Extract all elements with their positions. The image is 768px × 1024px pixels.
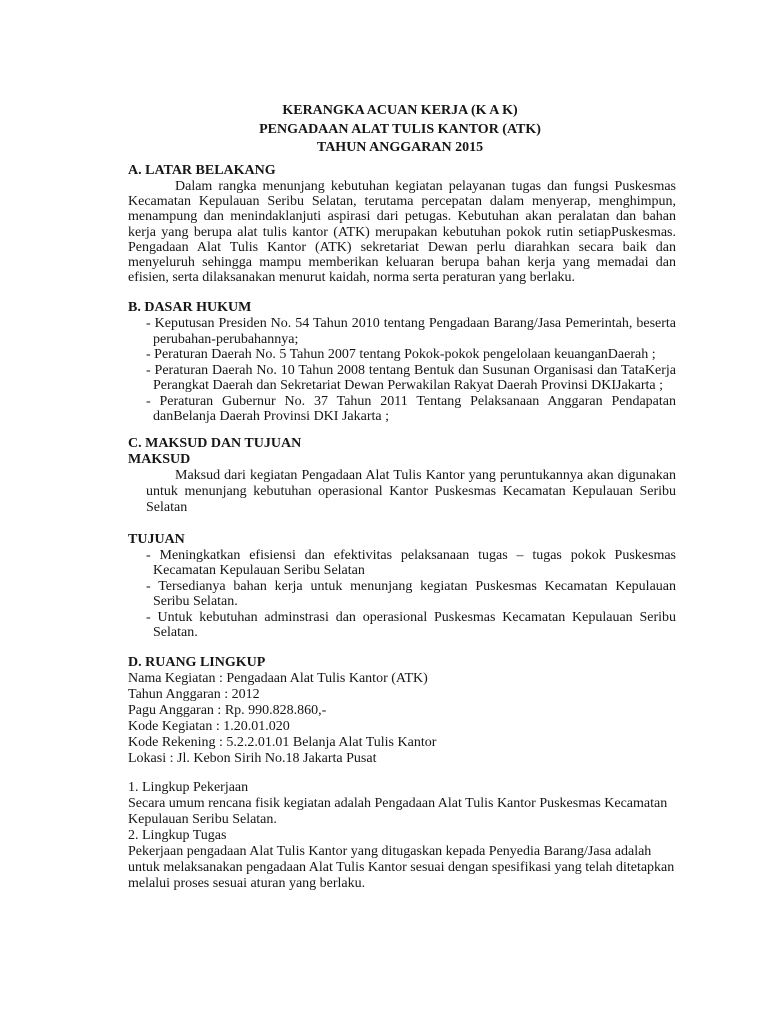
document-body	[128, 163, 676, 892]
list-item: - Peraturan Gubernur No. 37 Tahun 2011 Tentang Pelaksanaan Anggaran Pendapatan danBelanja Daerah Provinsi DKI Jakarta ;	[146, 393, 676, 425]
list-item: - Untuk kebutuhan adminstrasi dan operasional Puskesmas Kecamatan Kepulauan Seribu Selatan.	[146, 609, 676, 641]
title-line-3: TAHUN ANGGARAN 2015	[316, 140, 484, 155]
detail-line: Lokasi : Jl. Kebon Sirih No.18 Jakarta Pusat	[128, 750, 377, 766]
detail-line: Kode Rekening : 5.2.2.01.01 Belanja Alat Tulis Kantor	[128, 734, 437, 750]
lingkup-tugas-heading: 2. Lingkup Tugas	[128, 827, 227, 843]
list-item: - Meningkatkan efisiensi dan efektivitas pelaksanaan tugas – tugas pokok Puskesmas Kecamatan Kepulauan Seribu Selatan	[146, 547, 676, 579]
section-b-list	[128, 316, 676, 425]
maksud-heading: MAKSUD	[128, 451, 191, 467]
lingkup-pekerjaan-text: Secara umum rencana fisik kegiatan adalah Pengadaan Alat Tulis Kantor Puskesmas Kecamatan Kepulauan Seribu Selatan.	[128, 795, 668, 827]
title-line-2: PENGADAAN ALAT TULIS KANTOR (ATK)	[259, 121, 541, 137]
tujuan-list	[128, 548, 676, 641]
list-item: - Peraturan Daerah No. 5 Tahun 2007 tentang Pokok-pokok pengelolaan keuanganDaerah ;	[146, 347, 656, 363]
section-d-heading: D. RUANG LINGKUP	[128, 654, 266, 670]
section-b-heading: B. DASAR HUKUM	[128, 300, 252, 316]
list-item: - Peraturan Daerah No. 10 Tahun 2008 tentang Bentuk dan Susunan Organisasi dan TataKerja Perangkat Daerah dan Sekretariat Dewan Perwakilan Rakyat Daerah Provinsi DKIJakarta ;	[146, 362, 676, 394]
maksud-text: Maksud dari kegiatan Pengadaan Alat Tulis Kantor yang peruntukannya akan digunakan untuk menunjang kebutuhan operasional Kantor Puskesmas Kecamatan Kepulauan Seribu Selatan	[146, 467, 676, 515]
list-item: - Tersedianya bahan kerja untuk menunjang kegiatan Puskesmas Kecamatan Kepulauan Seribu Selatan.	[146, 578, 676, 610]
lingkup-pekerjaan-heading: 1. Lingkup Pekerjaan	[128, 779, 249, 795]
section-a-paragraph: Dalam rangka menunjang kebutuhan kegiatan pelayanan tugas dan fungsi Puskesmas Kecamatan Kepulauan Seribu Selatan, terutama percepatan dalam menyerap, menghimpun, menampung dan menindaklanjuti aspirasi dari petugas. Kebutuhan akan peralatan dan bahan kerja yang berupa alat tulis kantor (ATK) merupakan kebutuhan pokok rutin setiapPuskesmas. Pengadaan Alat Tulis Kantor (ATK) sekretariat Dewan perlu diarahkan secara baik dan menyeluruh sehingga mampu memberikan keluaran berupa bahan kerja yang memadai dan efisien, serta dilaksanakan menurut kaidah, norma serta peraturan yang berlaku.	[128, 179, 676, 286]
title-line-1: KERANGKA ACUAN KERJA (K A K)	[282, 103, 518, 118]
lingkup-tugas-text: Pekerjaan pengadaan Alat Tulis Kantor yang ditugaskan kepada Penyedia Barang/Jasa adalah untuk melaksanakan pengadaan Alat Tulis Kantor sesuai dengan spesifikasi yang telah ditetapkan melalui proses sesuai aturan yang berlaku.	[128, 843, 675, 891]
list-item: - Keputusan Presiden No. 54 Tahun 2010 tentang Pengadaan Barang/Jasa Pemerintah, beserta perubahan-perubahannya;	[146, 316, 676, 347]
document-title	[0, 102, 768, 158]
section-c-heading: C. MAKSUD DAN TUJUAN	[128, 435, 302, 451]
detail-line: Nama Kegiatan : Pengadaan Alat Tulis Kantor (ATK)	[128, 670, 428, 686]
tujuan-heading: TUJUAN	[128, 531, 185, 547]
detail-line: Tahun Anggaran : 2012	[128, 686, 260, 702]
section-a-heading: A. LATAR BELAKANG	[128, 163, 276, 178]
detail-line: Pagu Anggaran : Rp. 990.828.860,-	[128, 702, 327, 718]
detail-line: Kode Kegiatan : 1.20.01.020	[128, 718, 290, 734]
